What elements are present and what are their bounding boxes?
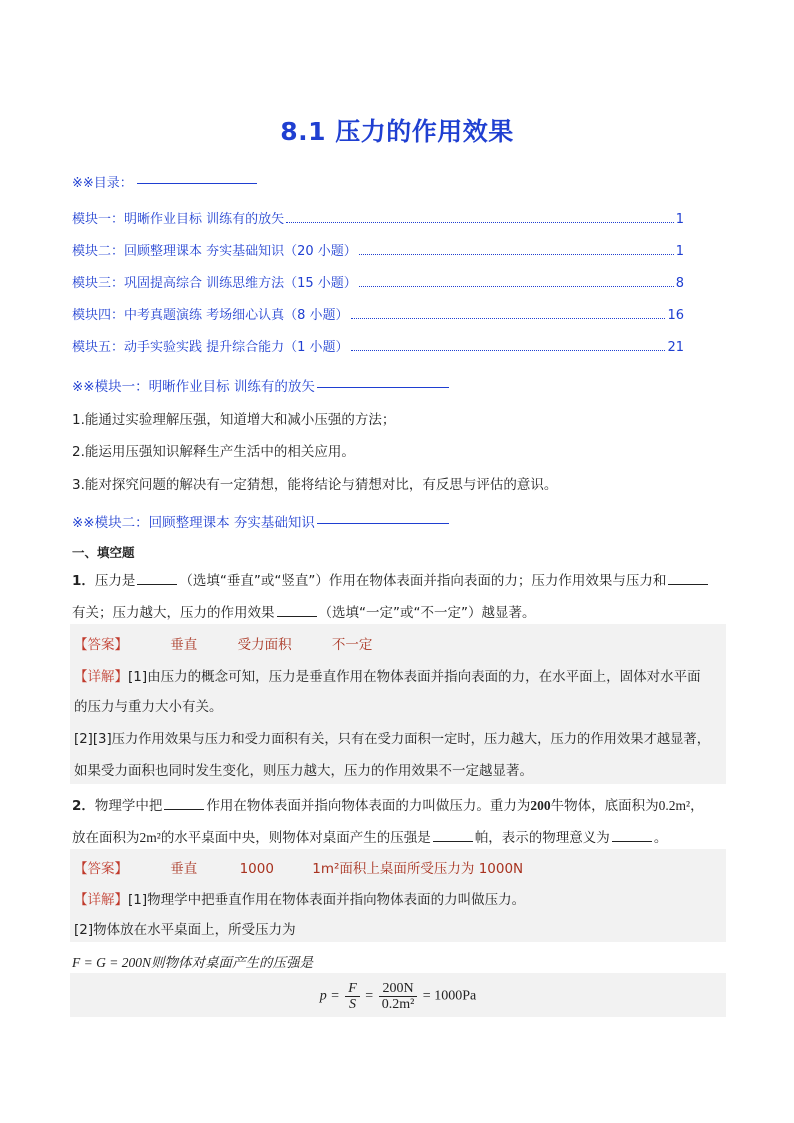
toc-item-2[interactable]: 模块二：回顾整理课本 夯实基础知识（20 小题） 1 xyxy=(72,244,684,259)
q2-detail-1: 【详解】[1]物理学中把垂直作用在物体表面并指向物体表面的力叫做压力。 xyxy=(74,892,526,908)
q2-blank-3[interactable] xyxy=(612,828,652,842)
q1-detail-2: 的压力与重力大小有关。 xyxy=(74,699,223,715)
q1-line-2: 有关；压力越大，压力的作用效果 （选填“一定”或“不一定”）越显著。 xyxy=(72,605,536,621)
toc-item-4[interactable]: 模块四：中考真题演练 考场细心认真（8 小题） 16 xyxy=(72,308,684,323)
module2-heading: ※※模块二：回顾整理课本 夯实基础知识 xyxy=(72,511,449,531)
module1-heading: ※※模块一：明晰作业目标 训练有的放矢 xyxy=(72,375,449,395)
q2-equation-1: F = G = 200N则物体对桌面产生的压强是 xyxy=(72,955,313,970)
q1-blank-1[interactable] xyxy=(137,571,177,585)
q1-detail-4: 如果受力面积也同时发生变化，则压力越大，压力的作用效果不一定越显著。 xyxy=(74,763,533,779)
goal-1: 1.能通过实验理解压强，知道增大和减小压强的方法； xyxy=(72,412,396,428)
goal-3: 3.能对探究问题的解决有一定猜想，能将结论与猜想对比，有反思与评估的意识。 xyxy=(72,477,558,493)
toc-item-5[interactable]: 模块五：动手实验实践 提升综合能力（1 小题） 21 xyxy=(72,340,684,355)
page-title: 8.1 压力的作用效果 xyxy=(280,117,514,146)
q2-line-1: 2．物理学中把 作用在物体表面并指向物体表面的力叫做压力。重力为200牛物体，底面积为0.2m²， xyxy=(72,798,704,814)
q2-answer-row: 【答案】 垂直 1000 1m²面积上桌面所受压力为 1000N xyxy=(74,861,524,877)
q2-blank-1[interactable] xyxy=(164,796,204,810)
q1-blank-3[interactable] xyxy=(277,603,317,617)
q1-detail-3: [2][3]压力作用效果与压力和受力面积有关，只有在受力面积一定时，压力越大，压力的作用效果才越显著， xyxy=(74,732,711,747)
q1-detail-1: 【详解】[1]由压力的概念可知，压力是垂直作用在物体表面并指向表面的力，在水平面上，固体对水平面 xyxy=(74,669,701,685)
q1-answer-box xyxy=(70,624,726,784)
q1-blank-2[interactable] xyxy=(668,571,708,585)
toc-heading-rule xyxy=(137,183,257,184)
section-fill-blank: 一、填空题 xyxy=(72,545,135,560)
toc-heading: ※※目录： xyxy=(72,172,257,191)
pressure-formula: p = $\frac{F}{S}$ = $\frac{200N}{\text{0.2m²}}$ = 1000Pa xyxy=(319,981,477,1012)
q2-answer-box xyxy=(70,849,726,942)
toc-item-3[interactable]: 模块三：巩固提高综合 训练思维方法（15 小题） 8 xyxy=(72,276,684,291)
q1-line-1: 1．压力是 （选填“垂直”或“竖直”）作用在物体表面并指向表面的力；压力作用效果与压力和 xyxy=(72,569,732,589)
q2-line-2: 放在面积为2m²的水平桌面中央，则物体对桌面产生的压强是 帕，表示的物理意义为 。 xyxy=(72,830,668,846)
q2-blank-2[interactable] xyxy=(433,828,473,842)
q1-answer-row: 【答案】 垂直 受力面积 不一定 xyxy=(74,637,373,653)
goal-2: 2.能运用压强知识解释生产生活中的相关应用。 xyxy=(72,444,355,460)
q2-detail-2: [2]物体放在水平桌面上，所受压力为 xyxy=(74,922,296,938)
formula-box xyxy=(70,973,726,1017)
toc-item-1[interactable]: 模块一：明晰作业目标 训练有的放矢 1 xyxy=(72,212,684,227)
